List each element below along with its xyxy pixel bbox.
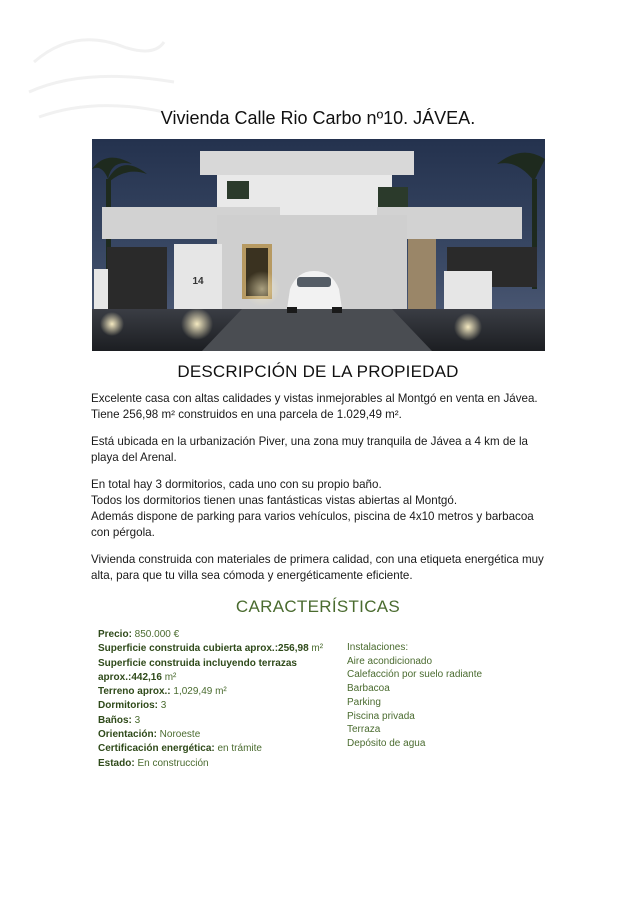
spec-total-area: Superficie construida incluyendo terrazas aprox.:442,16 m²	[98, 657, 297, 683]
description-line: En total hay 3 dormitorios, cada uno con su propio baño.	[91, 478, 382, 491]
description-body	[91, 391, 551, 595]
description-paragraph	[91, 477, 551, 541]
amenities-list	[347, 641, 547, 751]
description-line: Excelente casa con altas calidades y vistas inmejorables al Montgó en venta en Jávea.	[91, 392, 538, 405]
house-number: 14	[192, 276, 204, 287]
spec-bathrooms: Baños: 3	[98, 714, 141, 726]
description-paragraph	[91, 434, 551, 466]
property-photo	[92, 139, 545, 351]
features-heading: CARACTERÍSTICAS	[235, 597, 401, 616]
description-line: Además dispone de parking para varios vehículos, piscina de 4x10 metros y barbacoa con pérgola.	[91, 510, 534, 539]
page-title: Vivienda Calle Rio Carbo nº10. JÁVEA.	[160, 108, 476, 128]
spec-bedrooms: Dormitorios: 3	[98, 700, 167, 712]
spec-status: Estado: En construcción	[98, 757, 209, 769]
spec-orientation: Orientación: Noroeste	[98, 729, 201, 741]
amenity-item: Aire acondicionado	[347, 655, 433, 667]
amenity-item: Barbacoa	[347, 683, 390, 695]
amenity-item: Calefacción por suelo radiante	[347, 669, 483, 681]
spec-plot: Terreno aprox.: 1,029,49 m²	[98, 686, 227, 698]
spec-covered-area: Superficie construida cubierta aprox.:256,98 m²	[98, 643, 324, 655]
amenity-item: Terraza	[347, 724, 381, 736]
spec-energy: Certificación energética: en trámite	[98, 743, 262, 755]
description-line: Vivienda construida con materiales de primera calidad, con una etiqueta energética muy alta, para que tu villa sea cómoda y energéticamente eficiente.	[91, 553, 544, 582]
description-line: Está ubicada en la urbanización Piver, una zona muy tranquila de Jávea a 4 km de la playa del Arenal.	[91, 435, 528, 464]
description-paragraph	[91, 391, 551, 423]
specs-list	[98, 628, 338, 771]
description-heading: DESCRIPCIÓN DE LA PROPIEDAD	[177, 362, 459, 381]
description-line: Tiene 256,98 m² construidos en una parcela de 1.029,49 m².	[91, 408, 402, 421]
amenity-item: Piscina privada	[347, 710, 415, 722]
amenity-item: Depósito de agua	[347, 737, 426, 749]
description-line: Todos los dormitorios tienen unas fantásticas vistas abiertas al Montgó.	[91, 494, 458, 507]
amenities-heading: Instalaciones:	[347, 642, 409, 653]
spec-price: Precio: 850.000 €	[98, 629, 180, 640]
amenity-item: Parking	[347, 696, 381, 708]
description-paragraph	[91, 552, 551, 584]
